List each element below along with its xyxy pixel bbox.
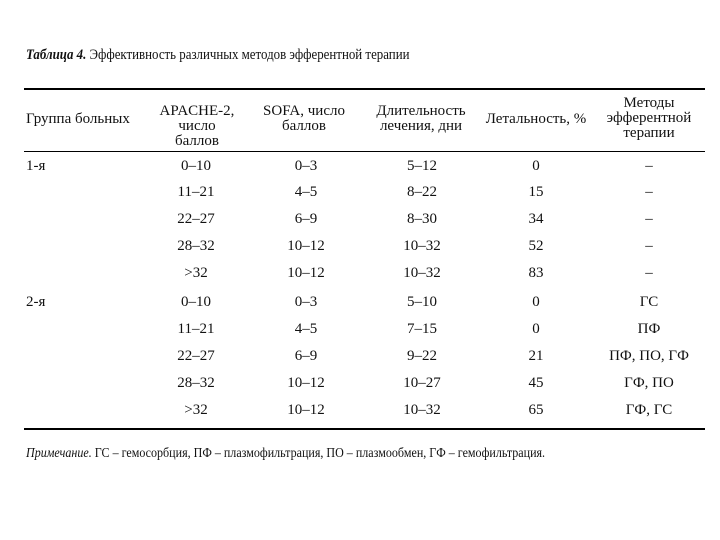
cell-group: 2-я [26, 294, 46, 310]
header-apache: APACHE-2, число баллов [159, 103, 235, 149]
cell-sofa: 10–12 [287, 402, 325, 418]
cell-lethality: 65 [528, 402, 544, 418]
cell-apache: 11–21 [177, 184, 215, 200]
cell-duration: 10–32 [403, 238, 441, 254]
header-group: Группа больных [26, 111, 130, 127]
cell-methods: – [645, 158, 653, 174]
cell-apache: >32 [184, 402, 208, 418]
cell-methods: ГС [639, 294, 659, 310]
cell-duration: 10–32 [403, 265, 441, 281]
cell-lethality: 45 [528, 375, 544, 391]
cell-lethality: 83 [528, 265, 544, 281]
cell-methods: – [645, 238, 653, 254]
cell-apache: 11–21 [177, 321, 215, 337]
header-sofa: SOFA, число баллов [263, 103, 345, 134]
cell-group: 1-я [26, 158, 46, 174]
cell-apache: 0–10 [181, 158, 211, 174]
header-rule [24, 151, 705, 152]
cell-duration: 5–10 [407, 294, 437, 310]
table-row [0, 207, 720, 233]
cell-lethality: 34 [528, 211, 544, 227]
cell-duration: 10–32 [403, 402, 441, 418]
cell-apache: 22–27 [177, 348, 215, 364]
cell-apache: 0–10 [181, 294, 211, 310]
table-row [0, 398, 720, 424]
table-note [26, 446, 545, 462]
bottom-rule [24, 428, 705, 430]
table-row [0, 371, 720, 397]
cell-sofa: 0–3 [294, 158, 318, 174]
cell-sofa: 10–12 [287, 375, 325, 391]
note-label: Примечание. [26, 446, 92, 461]
cell-duration: 8–30 [407, 211, 437, 227]
table-row [0, 317, 720, 343]
cell-apache: 22–27 [177, 211, 215, 227]
header-duration: Длительность лечения, дни [376, 103, 466, 134]
cell-methods: ПФ [637, 321, 661, 337]
cell-sofa: 6–9 [294, 348, 318, 364]
cell-sofa: 10–12 [287, 238, 325, 254]
table-row [0, 290, 720, 316]
cell-duration: 5–12 [407, 158, 437, 174]
cell-sofa: 4–5 [294, 321, 318, 337]
cell-sofa: 4–5 [294, 184, 318, 200]
cell-methods: ПФ, ПО, ГФ [609, 348, 689, 364]
table-caption [26, 47, 410, 64]
cell-apache: 28–32 [177, 238, 215, 254]
cell-sofa: 0–3 [294, 294, 318, 310]
cell-lethality: 0 [532, 294, 540, 310]
cell-lethality: 15 [528, 184, 544, 200]
cell-methods: ГФ, ГС [625, 402, 673, 418]
cell-duration: 10–27 [403, 375, 441, 391]
cell-sofa: 10–12 [287, 265, 325, 281]
cell-lethality: 21 [528, 348, 544, 364]
cell-methods: – [645, 184, 653, 200]
cell-lethality: 0 [532, 321, 540, 337]
table-row [0, 261, 720, 287]
cell-apache: >32 [184, 265, 208, 281]
cell-lethality: 52 [528, 238, 544, 254]
cell-lethality: 0 [532, 158, 540, 174]
cell-duration: 9–22 [407, 348, 437, 364]
caption-label: Таблица 4. [26, 47, 87, 63]
table-row [0, 234, 720, 260]
table-row [0, 180, 720, 206]
cell-apache: 28–32 [177, 375, 215, 391]
cell-duration: 7–15 [407, 321, 437, 337]
cell-sofa: 6–9 [294, 211, 318, 227]
header-lethality: Летальность, % [485, 111, 587, 127]
cell-duration: 8–22 [407, 184, 437, 200]
caption-text: Эффективность различных методов эфферентной терапии [89, 47, 410, 63]
cell-methods: – [645, 265, 653, 281]
header-methods: Методы эфферентной терапии [606, 95, 692, 141]
cell-methods: ГФ, ПО [624, 375, 674, 391]
note-text: ГС – гемосорбция, ПФ – плазмофильтрация, ПО – плазмообмен, ГФ – гемофильтрация. [94, 446, 546, 461]
cell-methods: – [645, 211, 653, 227]
table-row [0, 344, 720, 370]
table-row [0, 154, 720, 180]
top-rule [24, 88, 705, 90]
